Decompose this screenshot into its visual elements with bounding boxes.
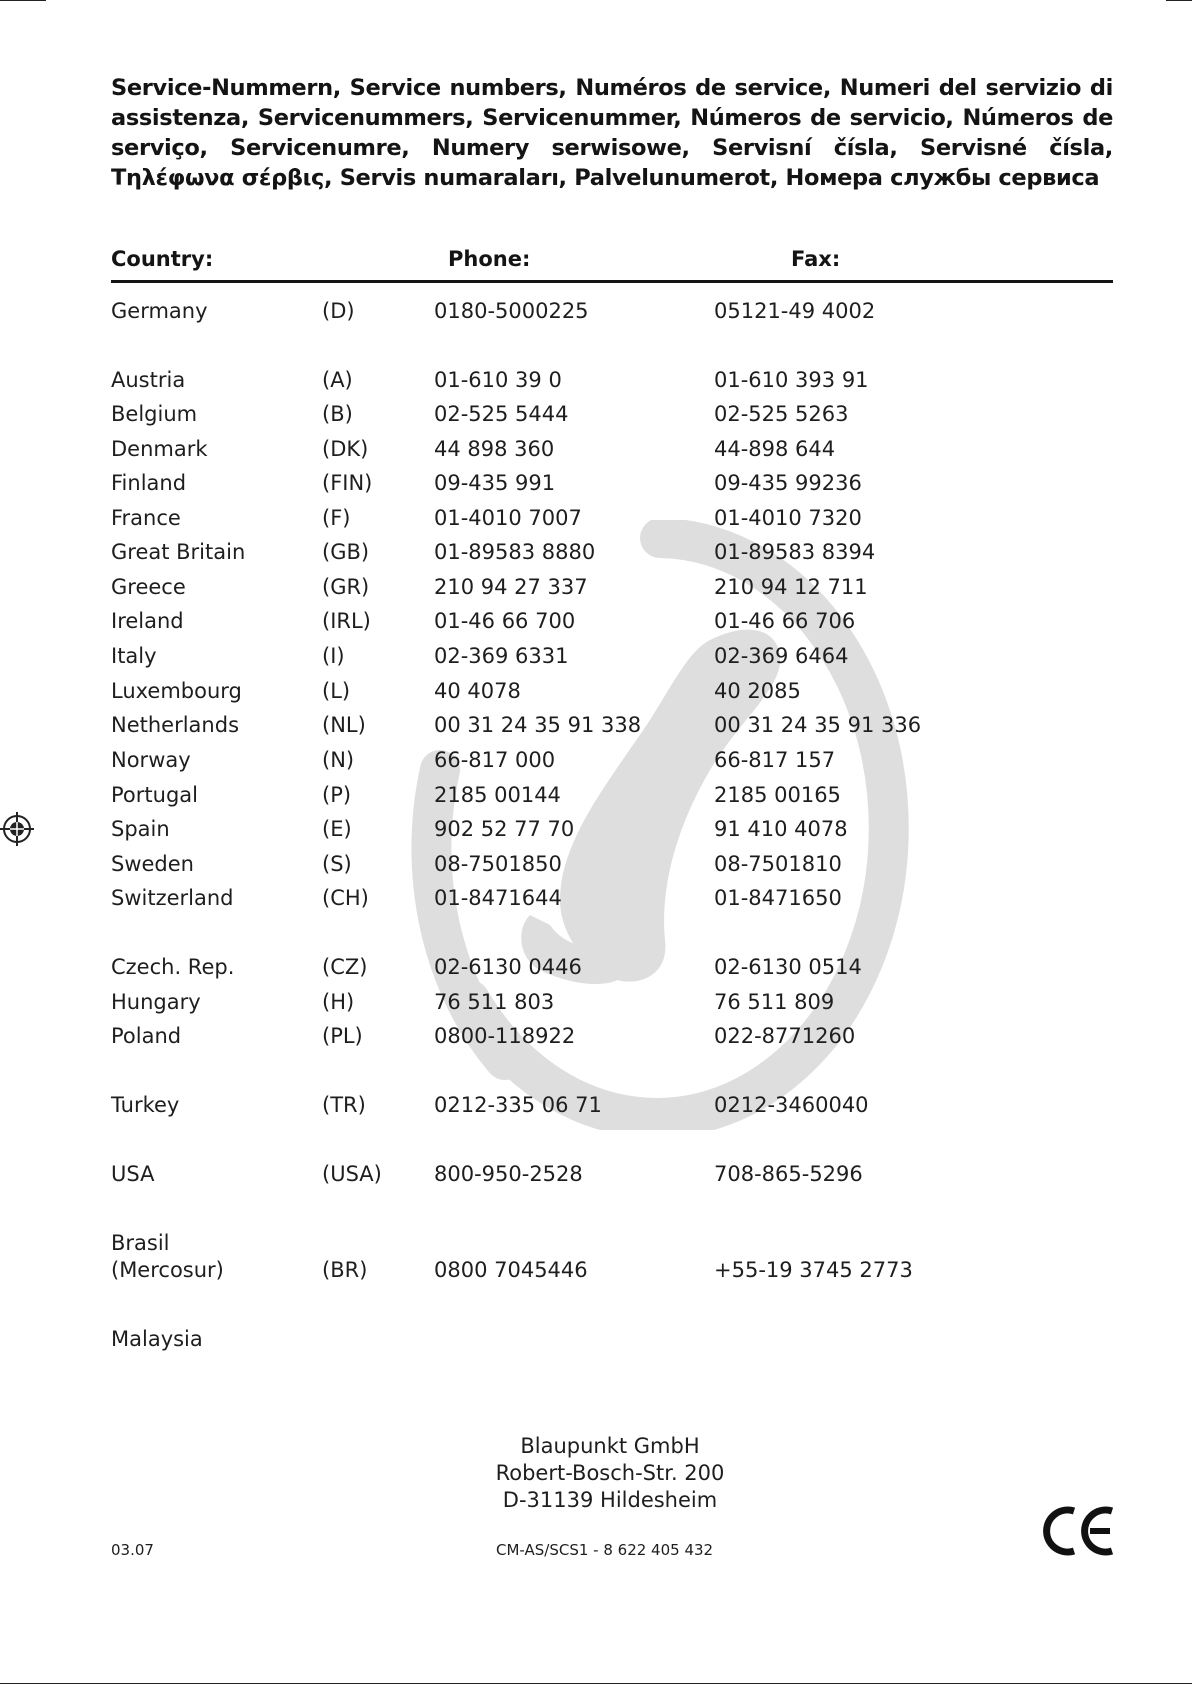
fax-number: 44-898 644 [714,437,836,461]
country-code: (P) [322,783,352,807]
country-name: Switzerland [111,886,234,910]
country-code: (USA) [322,1162,382,1186]
column-header-phone: Phone: [448,247,531,271]
company-address [400,1433,820,1514]
fax-number: 01-46 66 706 [714,609,856,633]
fax-number: +55-19 3745 2773 [714,1258,913,1282]
country-name: Hungary [111,990,201,1014]
country-code: (B) [322,402,353,426]
fax-number: 02-6130 0514 [714,955,862,979]
fax-number: 708-865-5296 [714,1162,863,1186]
fax-number: 01-4010 7320 [714,506,862,530]
country-code: (CZ) [322,955,368,979]
country-code: (NL) [322,713,366,737]
country-code: (GB) [322,540,370,564]
country-code: (CH) [322,886,369,910]
country-name: Norway [111,748,191,772]
country-name: France [111,506,181,530]
phone-number: 09-435 991 [434,471,556,495]
country-name: Italy [111,644,157,668]
phone-number: 40 4078 [434,679,521,703]
country-name: Austria [111,368,186,392]
country-code: (E) [322,817,352,841]
country-name: Germany [111,299,208,323]
fax-number: 01-610 393 91 [714,368,869,392]
country-code: (D) [322,299,355,323]
country-name: Czech. Rep. [111,955,235,979]
phone-number: 01-89583 8880 [434,540,596,564]
country-code: (TR) [322,1093,366,1117]
phone-number: 210 94 27 337 [434,575,588,599]
registration-mark-icon [0,812,34,846]
crop-mark-top-left [0,0,46,1]
fax-number: 210 94 12 711 [714,575,868,599]
phone-number: 76 511 803 [434,990,555,1014]
fax-number: 01-8471650 [714,886,842,910]
country-name: Ireland [111,609,184,633]
country-name: Luxembourg [111,679,242,703]
crop-mark-top-right [1166,0,1192,1]
phone-number: 01-610 39 0 [434,368,562,392]
phone-number: 02-525 5444 [434,402,569,426]
fax-number: 02-369 6464 [714,644,849,668]
phone-number: 02-369 6331 [434,644,569,668]
company-street: Robert-Bosch-Str. 200 [495,1461,725,1485]
phone-number: 902 52 77 70 [434,817,575,841]
country-name: Sweden [111,852,194,876]
phone-number: 0180-5000225 [434,299,589,323]
country-name: Finland [111,471,187,495]
country-name: Denmark [111,437,208,461]
phone-number: 01-8471644 [434,886,562,910]
fax-number: 022-8771260 [714,1024,856,1048]
fax-number: 08-7501810 [714,852,842,876]
crop-mark-bottom [0,1683,1192,1684]
fax-number: 0212-3460040 [714,1093,869,1117]
fax-number: 66-817 157 [714,748,836,772]
country-code: (A) [322,368,353,392]
phone-number: 800-950-2528 [434,1162,583,1186]
country-code: (H) [322,990,355,1014]
country-name: Netherlands [111,713,240,737]
fax-number: 05121-49 4002 [714,299,876,323]
country-code: (GR) [322,575,370,599]
fax-number: 91 410 4078 [714,817,848,841]
phone-number: 0800 7045446 [434,1258,588,1282]
phone-number: 0212-335 06 71 [434,1093,602,1117]
country-code: (FIN) [322,471,373,495]
footer-date: 03.07 [111,1541,154,1559]
phone-number: 2185 00144 [434,783,561,807]
country-code: (S) [322,852,352,876]
country-code: (DK) [322,437,369,461]
country-name: Greece [111,575,186,599]
country-code: (IRL) [322,609,371,633]
country-code: (L) [322,679,351,703]
fax-number: 76 511 809 [714,990,835,1014]
phone-number: 08-7501850 [434,852,562,876]
country-name: Spain [111,817,170,841]
ce-mark-icon [1040,1505,1116,1557]
phone-number: 44 898 360 [434,437,555,461]
country-code: (N) [322,748,355,772]
country-name: Belgium [111,402,198,426]
phone-number: 00 31 24 35 91 338 [434,713,642,737]
country-name: Turkey [111,1093,180,1117]
phone-number: 01-4010 7007 [434,506,582,530]
fax-number: 02-525 5263 [714,402,849,426]
country-code: (F) [322,506,351,530]
fax-number: 01-89583 8394 [714,540,876,564]
country-name: Brasil [111,1231,170,1255]
fax-number: 2185 00165 [714,783,841,807]
page-title: Service-Nummern, Service numbers, Numéros de service, Numeri del servizio di assistenza, Servicenummers, Servicenummer, Números de servicio, Números de serviço, Servicenumre, Numery serwisowe, Servisní čísla, Servisné čísla, Τηλέφωνα σέρβις, Servis numaraları, Palvelunumerot, Номера службы сервиса [111,75,1113,191]
company-city: D-31139 Hildesheim [502,1488,718,1512]
country-name: Malaysia [111,1327,203,1351]
column-header-fax: Fax: [791,247,841,271]
country-name: USA [111,1162,155,1186]
footer-document-code: CM-AS/SCS1 - 8 622 405 432 [496,1541,714,1559]
fax-number: 00 31 24 35 91 336 [714,713,922,737]
phone-number: 02-6130 0446 [434,955,582,979]
country-code: (I) [322,644,345,668]
header-divider [111,280,1113,283]
country-name: (Mercosur) [111,1258,224,1282]
fax-number: 09-435 99236 [714,471,862,495]
country-code: (PL) [322,1024,363,1048]
country-name: Poland [111,1024,182,1048]
fax-number: 40 2085 [714,679,801,703]
country-name: Portugal [111,783,198,807]
phone-number: 01-46 66 700 [434,609,576,633]
country-code: (BR) [322,1258,368,1282]
column-header-country: Country: [111,247,214,271]
country-name: Great Britain [111,540,246,564]
phone-number: 66-817 000 [434,748,556,772]
company-name: Blaupunkt GmbH [520,1434,700,1458]
phone-number: 0800-118922 [434,1024,576,1048]
